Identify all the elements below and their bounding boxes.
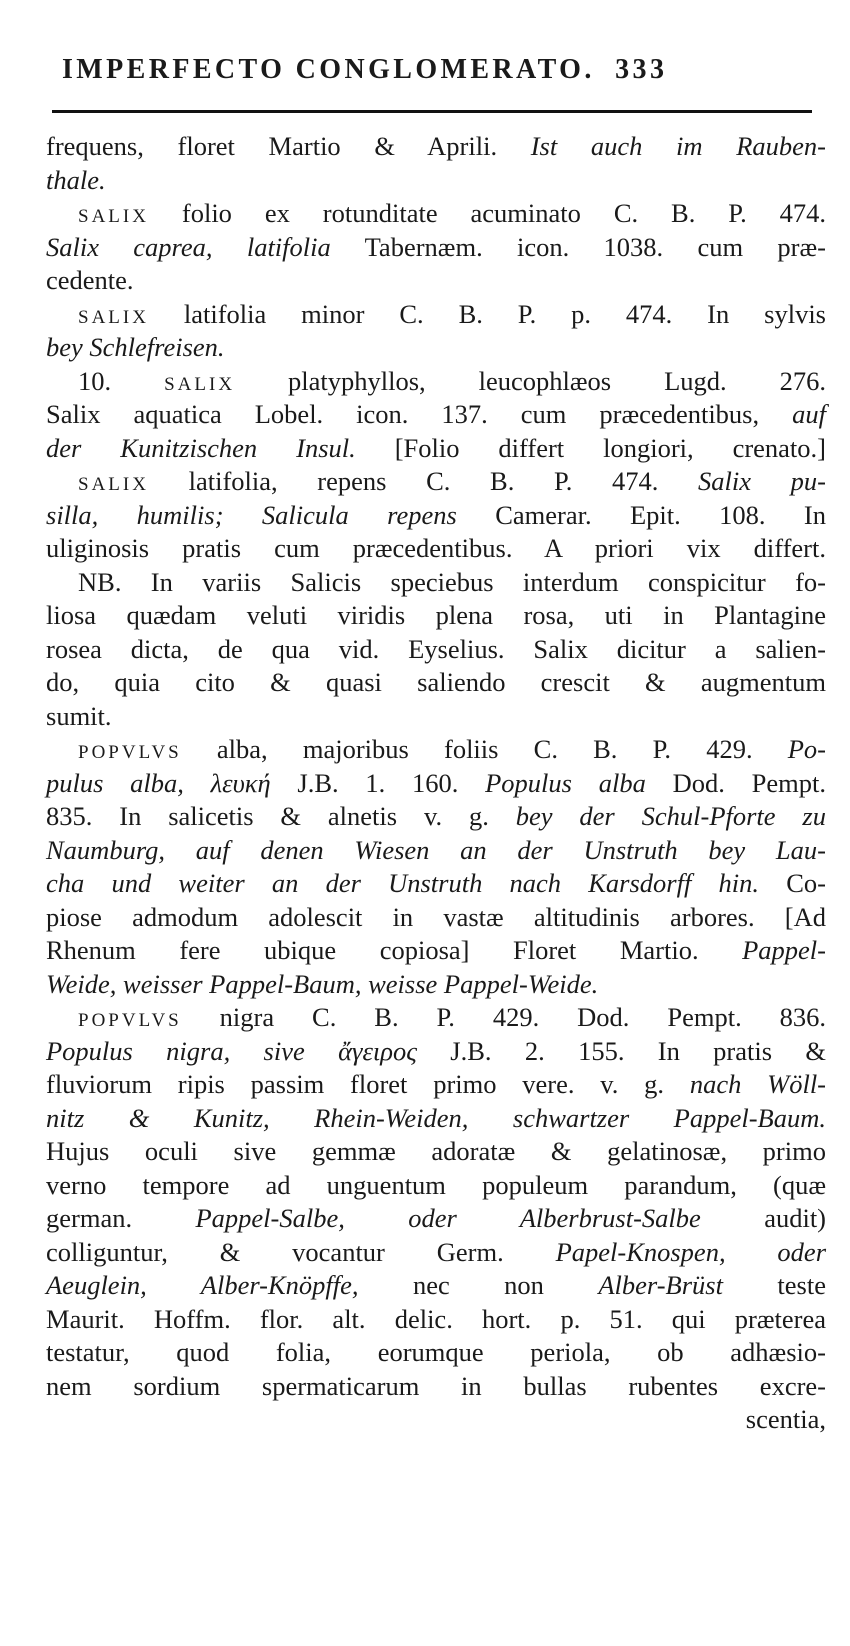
text-segment: uliginosis pratis cum præcedentibus. A priori vix differt. [46,533,826,563]
italic-text: nach Wöll- [689,1069,827,1099]
italic-text: ἄγειρος [338,1035,417,1066]
text-line [46,499,826,533]
text-segment: cedente. [46,265,134,295]
italic-text: Po- [787,734,826,764]
text-line [46,1202,826,1236]
text-line [46,465,826,499]
text-line [46,767,826,801]
text-line [46,901,826,935]
italic-text: Aeuglein, Alber-Knöpffe, [46,1270,359,1300]
text-segment: rosea dicta, de qua vid. Eyselius. Salix dicitur a salien- [46,633,826,664]
text-segment: colliguntur, & vocantur Germ. [46,1236,556,1267]
italic-text: der Kunitzischen Insul. [46,432,356,463]
italic-text: pulus alba, [46,767,211,798]
text-segment: frequens, floret Martio & Aprili. [46,131,531,161]
genus-name: SALIX [164,373,236,395]
text-line [46,1001,826,1035]
text-segment: alba, majoribus foliis C. B. P. 429. [181,734,788,764]
text-segment: J.B. 1. 160. [270,767,486,798]
text-line [46,934,826,968]
text-line [46,968,826,1002]
text-line [46,1035,826,1069]
text-line [46,1269,826,1303]
italic-text: bey Schlefreisen. [46,332,225,362]
text-line [46,130,826,164]
header-rule [52,110,812,113]
text-segment: teste [722,1270,826,1300]
text-segment: Hujus oculi sive gemmæ adoratæ & gelatinosæ, primo [46,1136,826,1166]
text-line [46,867,826,901]
text-segment: NB. In variis Salicis speciebus interdum conspicitur fo- [78,566,826,597]
text-line [46,298,826,332]
text-segment: nigra C. B. P. 429. Dod. Pempt. 836. [181,1002,826,1032]
text-line [46,800,826,834]
text-segment: latifolia minor C. B. P. p. 474. In sylvis [148,298,826,329]
text-segment: Maurit. Hoffm. flor. alt. delic. hort. p. 51. qui præterea [46,1303,826,1334]
text-segment: testatur, quod folia, eorumque periola, ob adhæsio- [46,1337,826,1367]
text-line [46,231,826,265]
italic-text: Papel-Knospen, oder [555,1236,827,1267]
text-segment: Dod. Pempt. [645,767,826,798]
text-line [46,1068,826,1102]
text-line [46,1370,826,1404]
italic-text: Populus nigra, sive [46,1035,339,1066]
text-line [46,432,826,466]
italic-text: λευκή [210,767,271,798]
text-line [46,700,826,734]
text-segment: german. [46,1203,196,1233]
text-segment: J.B. 2. 155. In pratis & [416,1035,826,1066]
text-line [46,1135,826,1169]
genus-name: SALIX [78,474,149,495]
text-line [46,566,826,600]
text-line [46,1336,826,1370]
page-number: 333 [615,54,668,85]
italic-text: Pappel-Salbe, oder Alberbrust-Salbe [195,1203,701,1233]
italic-text: Salix pu- [698,466,826,496]
text-line [46,532,826,566]
text-segment: Salix aquatica Lobel. icon. 137. cum præcedentibus, [46,399,793,429]
text-segment: latifolia, repens C. B. P. 474. [148,466,699,496]
text-segment: folio ex rotunditate acuminato C. B. P. 474. [148,198,826,228]
genus-name: SALIX [78,306,149,328]
italic-text: nitz & Kunitz, Rhein-Weiden, schwartzer Pappel-Baum. [46,1102,826,1133]
text-line [46,365,826,399]
genus-name: POPVLVS [78,742,182,763]
italic-text: Naumburg, auf denen Wiesen an der Unstruth bey Lau- [46,834,826,865]
text-line [46,398,826,432]
text-segment: 10. [78,365,165,396]
text-segment: nem sordium spermaticarum in bullas rubentes excre- [46,1370,826,1401]
italic-text: Weide, weisser Pappel-Baum, weisse Pappel-Weide. [46,968,599,999]
italic-text: thale. [46,164,106,195]
italic-text: silla, humilis; Salicula repens [46,499,457,530]
text-segment: sumit. [46,700,112,731]
italic-text: bey der Schul-Pforte zu [515,801,826,831]
text-line [46,264,826,298]
text-line [46,1303,826,1337]
text-line [46,1236,826,1270]
text-line [46,633,826,667]
italic-text: Pappel- [742,935,826,965]
text-segment: audit) [700,1203,827,1233]
text-segment: 835. In salicetis & alnetis v. g. [46,801,516,831]
text-segment: Camerar. Epit. 108. In [456,499,827,530]
italic-text: Ist auch im Rauben- [530,131,826,161]
italic-text: Salix caprea, latifolia [46,231,331,262]
text-line [46,164,826,198]
text-line [46,1169,826,1203]
text-segment: Rhenum fere ubique copiosa] Floret Martio. [46,935,743,965]
text-segment: Tabernæm. icon. 1038. cum præ- [330,231,826,262]
text-segment: verno tempore ad unguentum populeum parandum, (quæ [46,1169,826,1200]
italic-text: Populus alba [485,767,646,798]
text-line [46,1102,826,1136]
text-segment: scentia, [745,1404,826,1434]
genus-name: POPVLVS [78,1010,182,1031]
italic-text: cha und weiter an der Unstruth nach Karsdorff hin. [46,868,760,898]
text-segment: do, quia cito & quasi saliendo crescit & augmentum [46,667,826,697]
text-line [46,331,826,365]
text-segment: [Folio differt longiori, crenato.] [355,432,826,463]
italic-text: auf [792,399,826,429]
text-line [46,834,826,868]
text-line [46,1403,826,1437]
genus-name: SALIX [78,206,149,227]
text-segment: fluviorum ripis passim floret primo vere. v. g. [46,1069,690,1099]
body-text [46,130,826,1437]
text-line [46,733,826,767]
italic-text: Alber-Brüst [598,1270,723,1300]
running-head [62,54,822,86]
text-segment: platyphyllos, leucophlæos Lugd. 276. [235,365,826,396]
text-segment: piose admodum adolescit in vastæ altitudinis arbores. [Ad [46,901,826,932]
text-line [46,666,826,700]
text-segment: liosa quædam veluti viridis plena rosa, uti in Plantagine [46,600,826,630]
text-segment: Co- [759,868,827,898]
text-line [46,197,826,231]
running-title: IMPERFECTO CONGLOMERATO. [62,54,595,85]
text-segment: nec non [358,1270,599,1300]
text-line [46,599,826,633]
